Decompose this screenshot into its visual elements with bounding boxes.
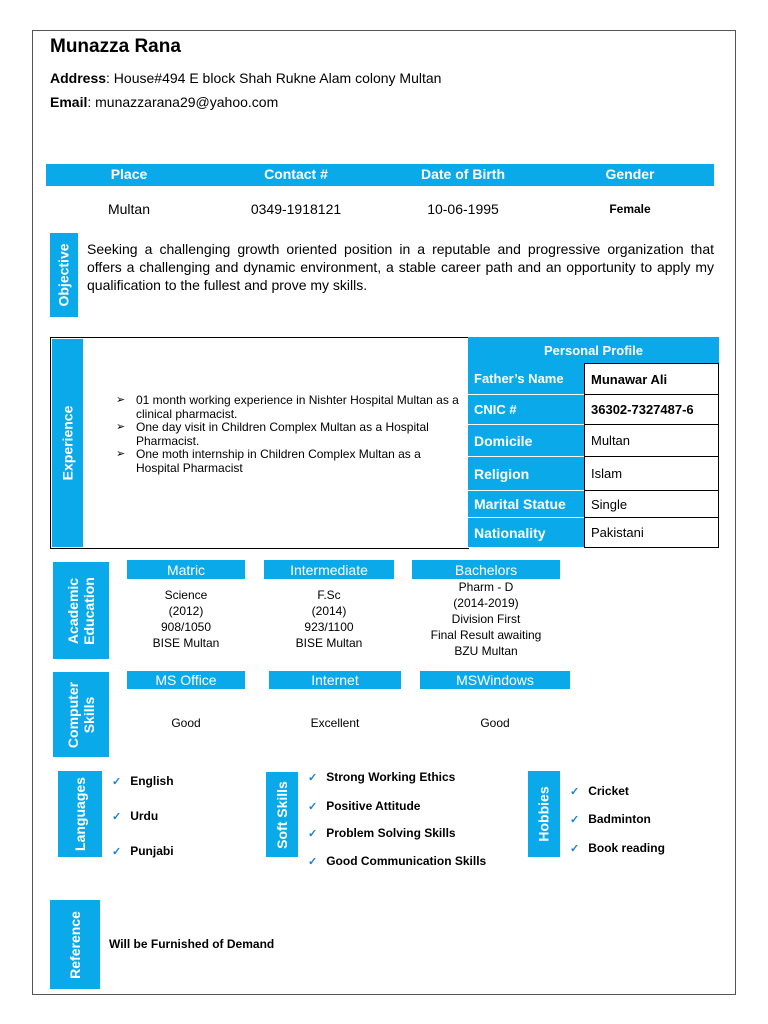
list-item: ✓ Badminton — [570, 812, 651, 826]
arrow-bullet-icon: ➢ — [116, 448, 126, 460]
skill-header-msoffice: MS Office — [127, 671, 245, 689]
languages-tab — [58, 771, 102, 857]
list-item: ✓ Good Communication Skills — [308, 854, 487, 868]
profile-key: Domicile — [468, 425, 584, 457]
profile-row — [468, 518, 719, 548]
experience-label: Experience — [59, 405, 76, 481]
soft-skills-tab — [266, 772, 298, 857]
objective-tab — [50, 233, 78, 317]
skill-header-internet: Internet — [269, 671, 401, 689]
list-item: ✓ Positive Attitude — [308, 799, 421, 813]
objective-text: Seeking a challenging growth oriented position in a reputable and progressive organization that offers a challenging and dynamic environment, a stable career path and an opportunity to apply my qualification to the fullest and prove my skills. — [87, 241, 714, 293]
value-gender: Female — [609, 202, 651, 216]
languages-label: Languages — [72, 777, 88, 851]
list-item: ✓ Strong Working Ethics — [308, 770, 456, 784]
profile-row — [468, 363, 719, 395]
check-icon: ✓ — [570, 843, 580, 855]
education-label: Academic Education — [65, 576, 97, 645]
check-icon: ✓ — [570, 786, 580, 798]
education-bachelors-details: Pharm - D (2014-2019) Division First Final Result awaiting BZU Multan — [430, 580, 542, 658]
profile-value: Multan — [584, 425, 719, 457]
reference-label: Reference — [67, 910, 84, 979]
soft-skills-label: Soft Skills — [274, 780, 290, 849]
education-tab — [53, 562, 109, 659]
list-item: ✓ Urdu — [112, 809, 159, 823]
computer-skills-label: Computer Skills — [65, 681, 97, 748]
profile-row — [468, 395, 719, 425]
profile-value: Munawar Ali — [584, 363, 719, 395]
header-place: Place — [110, 166, 148, 182]
reference-text: Will be Furnished of Demand — [109, 937, 275, 951]
education-matric-details: Science (2012) 908/1050 BISE Multan — [152, 588, 220, 650]
personal-profile-title: Personal Profile — [468, 337, 719, 363]
skill-level-mswindows: Good — [480, 716, 510, 730]
arrow-bullet-icon: ➢ — [116, 394, 126, 406]
arrow-bullet-icon: ➢ — [116, 421, 126, 433]
check-icon: ✓ — [308, 828, 318, 840]
list-item: ➢ One day visit in Children Complex Multan as a Hospital Pharmacist. — [116, 420, 429, 448]
email-value: : munazzarana29@yahoo.com — [87, 94, 279, 110]
list-item: ✓ Cricket — [570, 784, 629, 798]
list-item: ➢ One moth internship in Children Complex Multan as a Hospital Pharmacist — [116, 447, 421, 475]
education-header-bachelors: Bachelors — [412, 560, 560, 579]
list-item: ✓ Book reading — [570, 841, 665, 855]
list-item: ➢ 01 month working experience in Nishter Hospital Multan as a clinical pharmacist. — [116, 393, 459, 421]
skill-level-internet: Excellent — [310, 716, 360, 730]
address-value: : House#494 E block Shah Rukne Alam colony Multan — [106, 70, 442, 86]
address-line — [50, 70, 441, 86]
check-icon: ✓ — [308, 856, 318, 868]
check-icon: ✓ — [308, 801, 318, 813]
experience-list — [116, 394, 461, 475]
hobbies-label: Hobbies — [536, 786, 553, 842]
value-dob: 10-06-1995 — [427, 201, 499, 217]
experience-tab — [52, 339, 83, 547]
education-intermediate-details: F.Sc (2014) 923/1100 BISE Multan — [295, 588, 363, 650]
email-line — [50, 94, 278, 110]
info-header-bar — [46, 164, 714, 186]
skill-header-mswindows: MSWindows — [420, 671, 570, 689]
education-header-intermediate: Intermediate — [264, 560, 394, 579]
check-icon: ✓ — [112, 811, 122, 823]
address-label: Address — [50, 70, 107, 86]
profile-key: Nationality — [468, 518, 584, 548]
check-icon: ✓ — [308, 772, 318, 784]
check-icon: ✓ — [570, 814, 580, 826]
profile-value: Single — [584, 491, 719, 518]
list-item: ✓ Punjabi — [112, 844, 174, 858]
profile-key: Marital Statue — [468, 491, 584, 518]
list-item: ✓ Problem Solving Skills — [308, 826, 456, 840]
email-label: Email — [50, 94, 88, 110]
value-contact: 0349-1918121 — [250, 201, 342, 217]
hobbies-tab — [528, 771, 560, 857]
profile-key: Father’s Name — [468, 363, 584, 395]
check-icon: ✓ — [112, 846, 122, 858]
header-dob: Date of Birth — [421, 166, 505, 182]
profile-value: 36302-7327487-6 — [584, 395, 719, 425]
reference-tab — [50, 900, 100, 989]
profile-key: Religion — [468, 457, 584, 491]
check-icon: ✓ — [112, 776, 122, 788]
candidate-name: Munazza Rana — [50, 36, 181, 57]
skill-level-msoffice: Good — [171, 716, 201, 730]
profile-value: Pakistani — [584, 518, 719, 548]
profile-row — [468, 491, 719, 518]
header-gender: Gender — [605, 166, 655, 182]
profile-value: Islam — [584, 457, 719, 491]
profile-row — [468, 425, 719, 457]
computer-skills-tab — [53, 672, 109, 757]
profile-row — [468, 457, 719, 491]
header-contact: Contact # — [264, 166, 328, 182]
value-place: Multan — [107, 201, 151, 217]
objective-label: Objective — [56, 243, 72, 307]
profile-key: CNIC # — [468, 395, 584, 425]
list-item: ✓ English — [112, 774, 174, 788]
education-header-matric: Matric — [127, 560, 245, 579]
